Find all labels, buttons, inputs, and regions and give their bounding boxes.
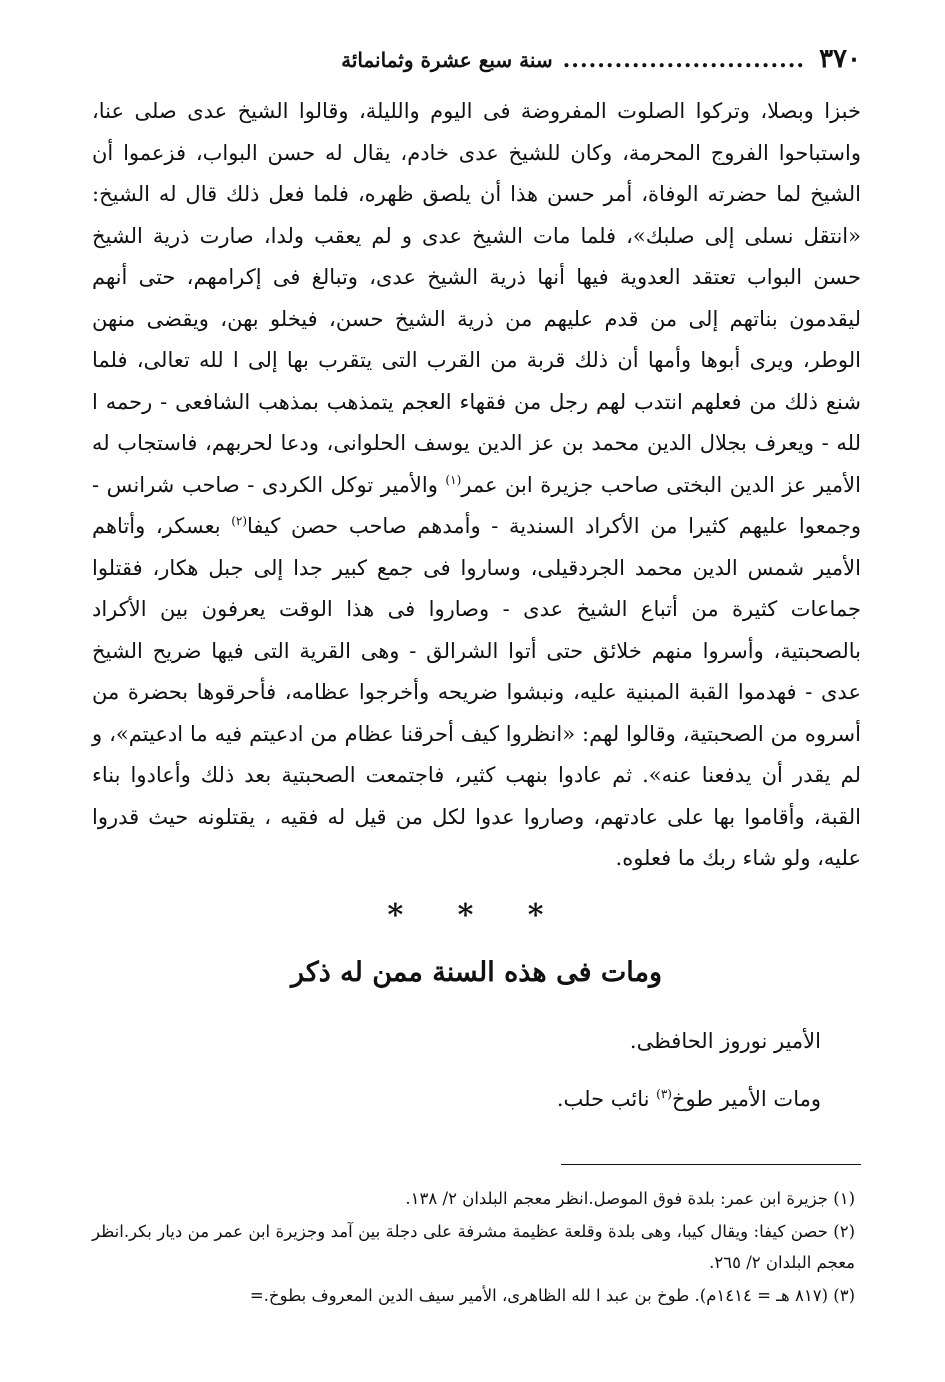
body-paragraph bbox=[92, 91, 861, 880]
body-text-part-3: بعسكر، وأتاهم الأمير شمس الدين محمد الجردقيلى، وساروا فى جمع كبير جدا إلى جبل هكار، فقتلوا جماعات كثيرة من أتباع الشيخ عدى - وصاروا فى هذا الوقت يعرفون بين الأكراد بالصحبتية، وأسروا منهم خلائق حتى أتوا الشرالق - وهى القرية التى فيها ضريح الشيخ عدى - فهدموا القبة المبنية عليه، ونبشوا ضريحه وأخرجوا عظامه، فأحرقوها بحضرة من أسروه من الصحبتية، وقالوا لهم: «انظروا كيف أحرقنا عظام من ادعيتم فيه ما ادعيتم»، و لم يقدر أن يدفعنا عنه». ثم عادوا بنهب كثير، فاجتمعت الصحبتية بعد ذلك وأعادوا بناء القبة، وأقاموا بها على عادتهم، وصاروا عدوا لكل من قيل له فقيه ، يقتلونه حيث قدروا عليه، ولو شاء ربك ما فعلوه. bbox=[92, 514, 861, 870]
footnote-divider bbox=[561, 1164, 861, 1165]
running-header bbox=[92, 44, 861, 79]
obituary-list bbox=[92, 1012, 861, 1128]
main-text bbox=[92, 91, 861, 880]
footnote-ref-1[interactable]: (١) bbox=[445, 472, 462, 487]
section-heading: ومات فى هذه السنة ممن له ذكر bbox=[290, 956, 663, 988]
obituary-entry-2 bbox=[92, 1070, 821, 1128]
body-text-part-2: والأمير توكل الكردى - صاحب شرانس - وجمعوا عليهم كثيرا من الأكراد السندية - وأمدهم صاحب حصن كيفا bbox=[92, 472, 861, 538]
body-text-part-1: خبزا وبصلا، وتركوا الصلوت المفروضة فى اليوم والليلة، وقالوا الشيخ عدى صلى عنا، واستباحوا الفروج المحرمة، وكان للشيخ عدى خادم، يقال له حسن البواب، فزعموا أن الشيخ لما حضرته الوفاة، أمر حسن هذا أن يلصق ظهره، فلما فعل ذلك قال له الشيخ: «انتقل نسلى إلى صلبك»، فلما مات الشيخ عدى و لم يعقب ولدا، صارت ذرية الشيخ حسن البواب تعتقد العدوية فيها أنها ذرية الشيخ عدى، وتبالغ فى إكرامهم، حتى أنهم ليقدمون بناتهم إلى من قدم عليهم من ذرية الشيخ حسن، فيخلو بهن، ويقضى منهن الوطر، ويرى أبوها وأمها أن ذلك قربة من القرب التى يتقرب بها إلى ا لله تعالى، فلما شنع ذلك من فعلهم انتدب لهم رجل من فقهاء العجم يتمذهب بمذهب الشافعى - رحمه ا لله - ويعرف بجلال الدين محمد بن عز الدين يوسف الحلوانى، ودعا لحربهم، فاستجاب له الأمير عز الدين البختى صاحب جزيرة ابن عمر bbox=[92, 99, 861, 497]
footnote-2: (٢) حصن كيفا: ويقال كيبا، وهى بلدة وقلعة عظيمة مشرفة على دجلة بين آمد وجزيرة ابن عمر من ديار بكر.انظر معجم البلدان ٢/ ٢٦٥. bbox=[92, 1221, 855, 1272]
page-number: ٣٧٠ bbox=[819, 44, 861, 74]
footnotes bbox=[92, 1183, 861, 1311]
footnote-3: (٣) (٨١٧ هـ = ١٤١٤م). طوخ بن عبد ا لله الظاهرى، الأمير سيف الدين المعروف بطوخ.= bbox=[249, 1285, 855, 1305]
footnote-ref-2[interactable]: (٢) bbox=[231, 514, 248, 528]
header-title: سنة سبع عشرة وثمانمائة bbox=[341, 48, 553, 72]
footnote-ref-3[interactable]: (٣) bbox=[656, 1086, 672, 1101]
obituary-entry-1: الأمير نوروز الحافظى. bbox=[629, 1028, 821, 1053]
entry-2-text: ومات الأمير طوخ bbox=[671, 1086, 821, 1111]
footnote-1: (١) جزيرة ابن عمر: بلدة فوق الموصل.انظر معجم البلدان ٢/ ١٣٨. bbox=[405, 1188, 855, 1208]
section-separator: * * * bbox=[387, 897, 566, 933]
header-leader-dots: ............................ bbox=[562, 47, 806, 73]
entry-2-text-end: نائب حلب. bbox=[556, 1086, 657, 1111]
